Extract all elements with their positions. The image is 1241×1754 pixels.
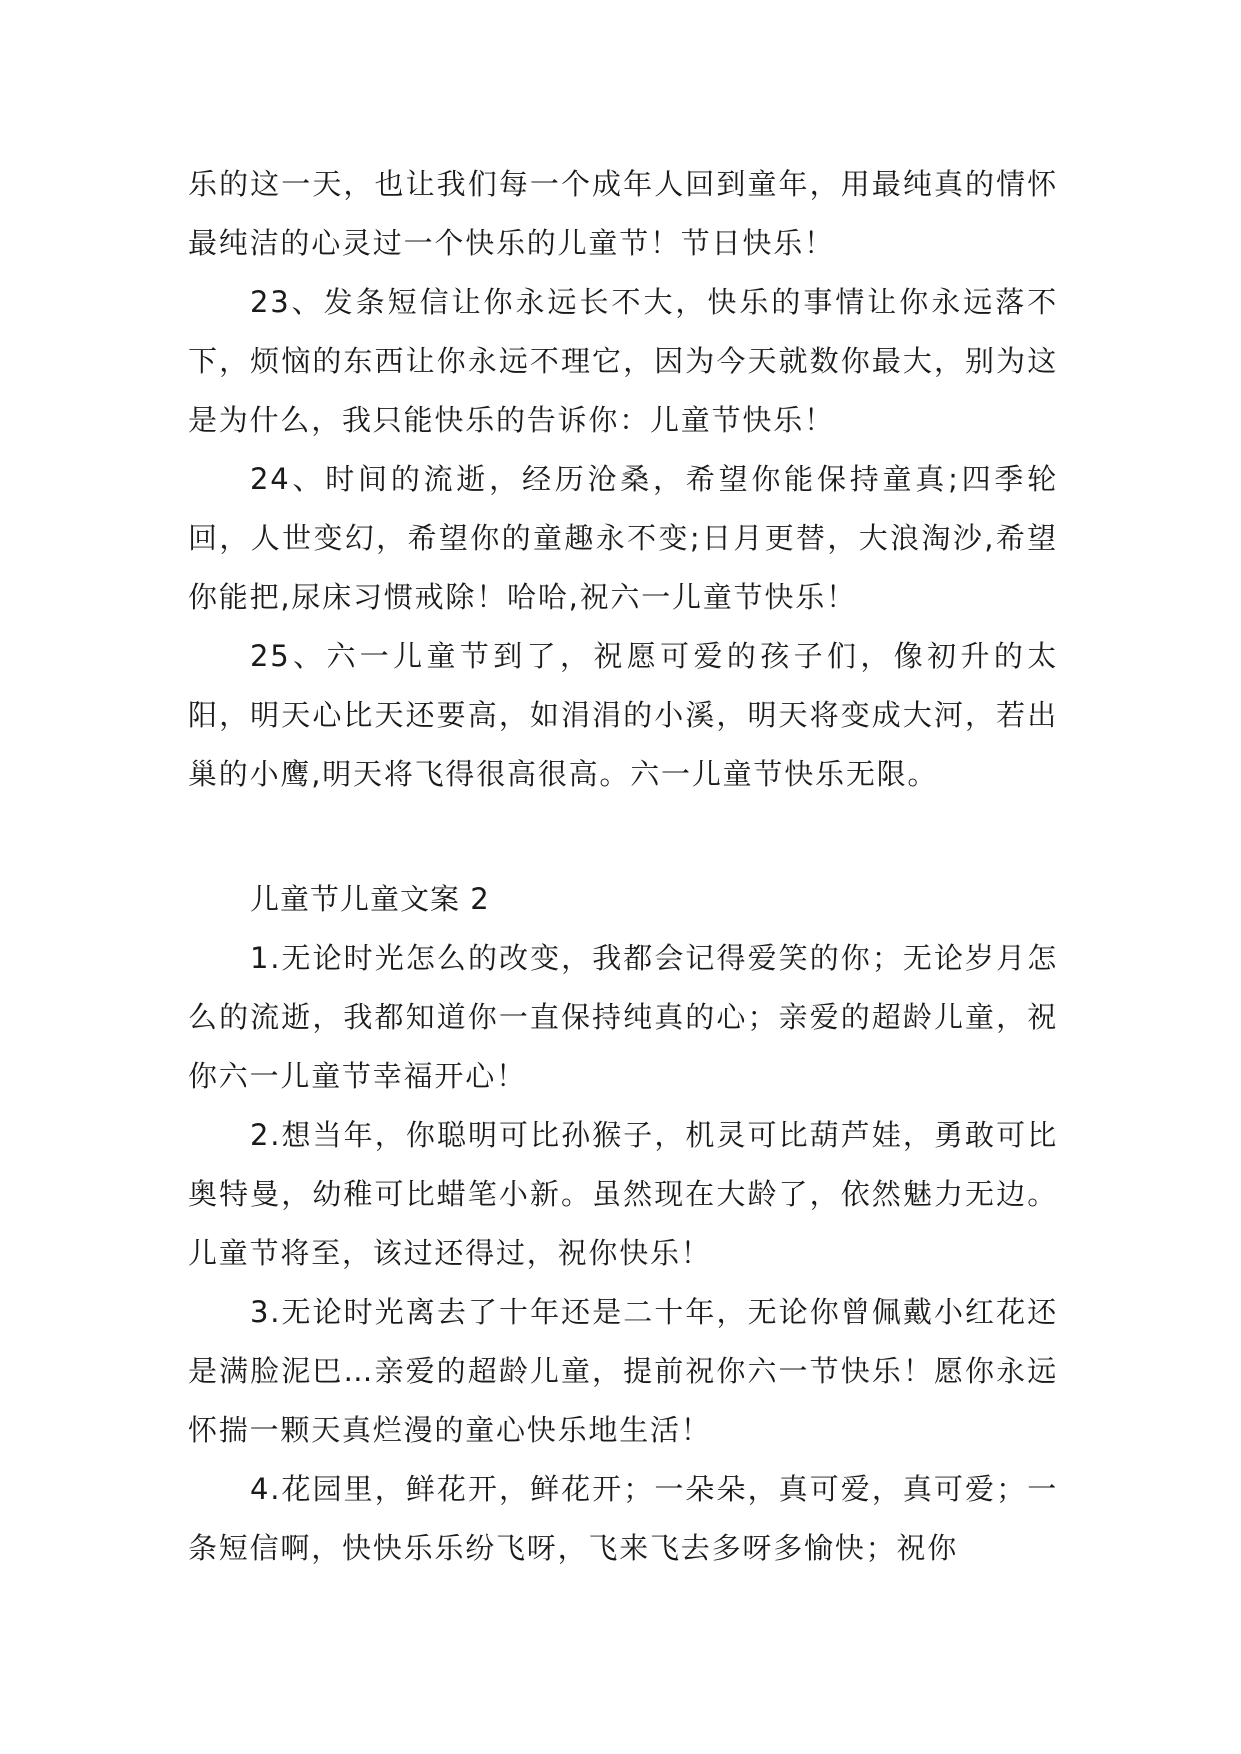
paragraph-item-24: 24、时间的流逝，经历沧桑，希望你能保持童真;四季轮回，人世变幻，希望你的童趣永不变;日月更替，大浪淘沙,希望你能把,尿床习惯戒除！哈哈,祝六一儿童节快乐！ — [188, 462, 1058, 614]
paragraph-item-25: 25、六一儿童节到了，祝愿可爱的孩子们，像初升的太阳，明天心比天还要高，如涓涓的小溪，明天将变成大河，若出巢的小鹰,明天将飞得很高很高。六一儿童节快乐无限。 — [188, 639, 1058, 791]
document-body — [188, 155, 1058, 1578]
section-title: 儿童节儿童文案 2 — [250, 882, 490, 916]
paragraph-item-4: 4.花园里，鲜花开，鲜花开；一朵朵，真可爱，真可爱；一条短信啊，快快乐乐纷飞呀，飞来飞去多呀多愉快；祝你 — [188, 1472, 1058, 1565]
paragraph-item-1: 1.无论时光怎么的改变，我都会记得爱笑的你；无论岁月怎么的流逝，我都知道你一直保持纯真的心；亲爱的超龄儿童，祝你六一儿童节幸福开心！ — [188, 941, 1058, 1093]
paragraph-item-3: 3.无论时光离去了十年还是二十年，无论你曾佩戴小红花还是满脸泥巴…亲爱的超龄儿童，提前祝你六一节快乐！愿你永远怀揣一颗天真烂漫的童心快乐地生活！ — [188, 1295, 1058, 1447]
paragraph-continuation: 乐的这一天，也让我们每一个成年人回到童年，用最纯真的情怀最纯洁的心灵过一个快乐的儿童节！节日快乐！ — [188, 167, 1058, 260]
paragraph-item-2: 2.想当年，你聪明可比孙猴子，机灵可比葫芦娃，勇敢可比奥特曼，幼稚可比蜡笔小新。虽然现在大龄了，依然魅力无边。儿童节将至，该过还得过，祝你快乐！ — [188, 1118, 1058, 1270]
paragraph-item-23: 23、发条短信让你永远长不大，快乐的事情让你永远落不下，烦恼的东西让你永远不理它，因为今天就数你最大，别为这是为什么，我只能快乐的告诉你：儿童节快乐！ — [188, 285, 1058, 437]
